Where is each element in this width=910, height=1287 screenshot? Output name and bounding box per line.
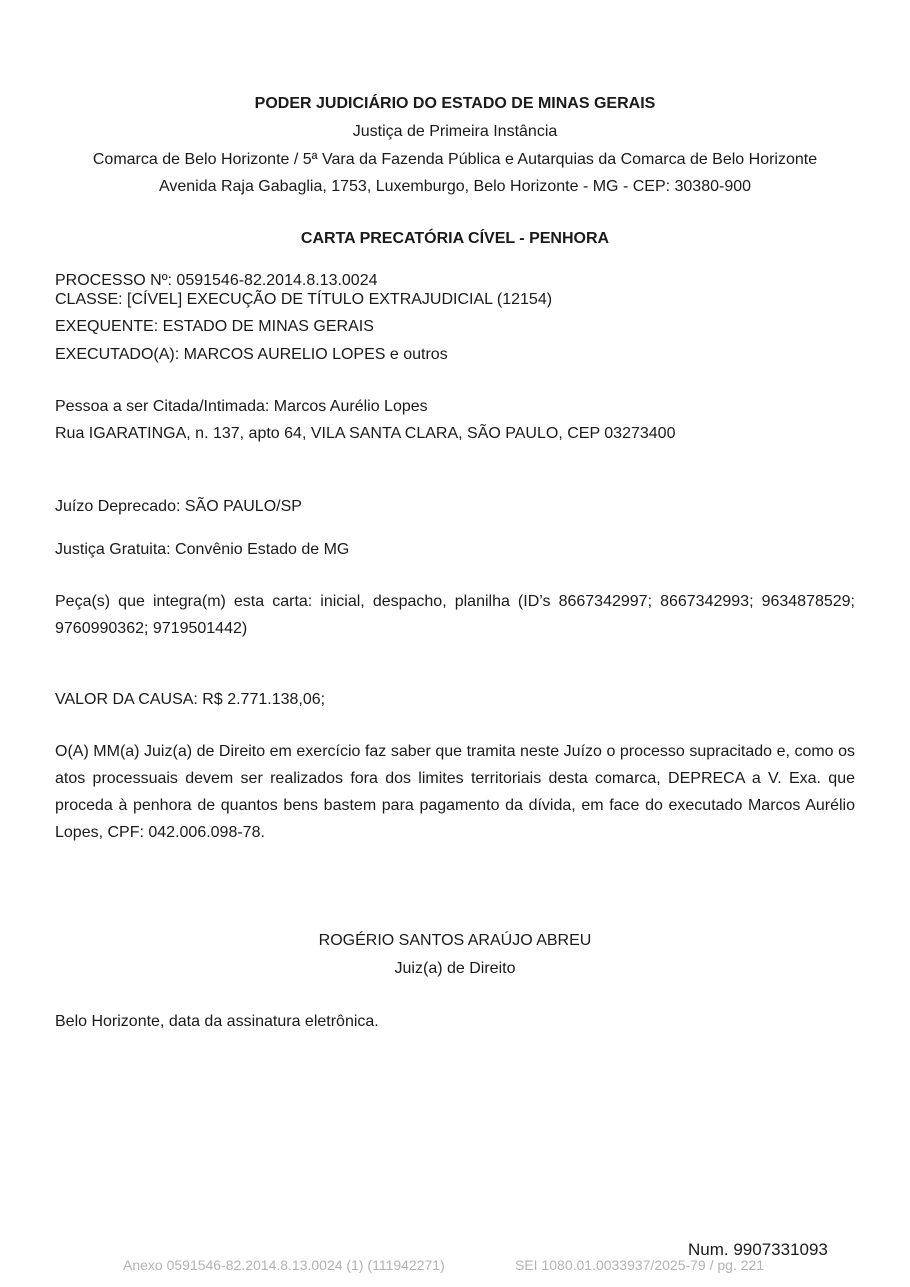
case-defendant: EXECUTADO(A): MARCOS AURELIO LOPES e outros (55, 346, 448, 363)
document-number: Num. 9907331093 (688, 1240, 828, 1259)
place-date: Belo Horizonte, data da assinatura eletrônica. (55, 1013, 379, 1030)
document-title: CARTA PRECATÓRIA CÍVEL - PENHORA (300, 230, 610, 247)
person-to-summon: Pessoa a ser Citada/Intimada: Marcos Aurélio Lopes (55, 398, 428, 415)
order-paragraph: O(A) MM(a) Juiz(a) de Direito em exercício faz saber que tramita neste Juízo o processo supracitado e, como os atos processuais devem ser realizados fora dos limites territoriais desta comarca, DEPRECA a V. Exa. que proceda à penhora de quantos bens bastem para pagamento da dívida, em face do executado Marcos Aurélio Lopes, CPF: 042.006.098-78. (55, 743, 855, 841)
sei-reference: SEI 1080.01.0033937/2025-79 / pg. 221 (515, 1257, 765, 1273)
case-value: VALOR DA CAUSA: R$ 2.771.138,06; (55, 691, 326, 708)
judge-role: Juiz(a) de Direito (394, 960, 516, 977)
court-address: Avenida Raja Gabaglia, 1753, Luxemburgo, Belo Horizonte - MG - CEP: 30380-900 (158, 178, 752, 195)
case-plaintiff: EXEQUENTE: ESTADO DE MINAS GERAIS (55, 318, 374, 335)
attached-documents: Peça(s) que integra(m) esta carta: inicial, despacho, planilha (ID’s 8667342997; 8667342993; 9634878529; 9760990362; 9719501442) (55, 593, 855, 637)
court-instance: Justiça de Primeira Instância (352, 123, 558, 140)
process-number: PROCESSO Nº: 0591546-82.2014.8.13.0024 (55, 272, 378, 289)
court-division: Comarca de Belo Horizonte / 5ª Vara da Fazenda Pública e Autarquias da Comarca de Belo Horizonte (92, 151, 818, 168)
deprecated-court: Juízo Deprecado: SÃO PAULO/SP (55, 498, 302, 515)
annex-reference: Anexo 0591546-82.2014.8.13.0024 (1) (111942271) (123, 1257, 445, 1273)
free-justice: Justiça Gratuita: Convênio Estado de MG (55, 541, 350, 558)
person-address: Rua IGARATINGA, n. 137, apto 64, VILA SANTA CLARA, SÃO PAULO, CEP 03273400 (55, 425, 676, 442)
court-name: PODER JUDICIÁRIO DO ESTADO DE MINAS GERAIS (254, 95, 656, 112)
case-class: CLASSE: [CÍVEL] EXECUÇÃO DE TÍTULO EXTRAJUDICIAL (12154) (55, 291, 553, 308)
judge-name: ROGÉRIO SANTOS ARAÚJO ABREU (318, 932, 592, 949)
